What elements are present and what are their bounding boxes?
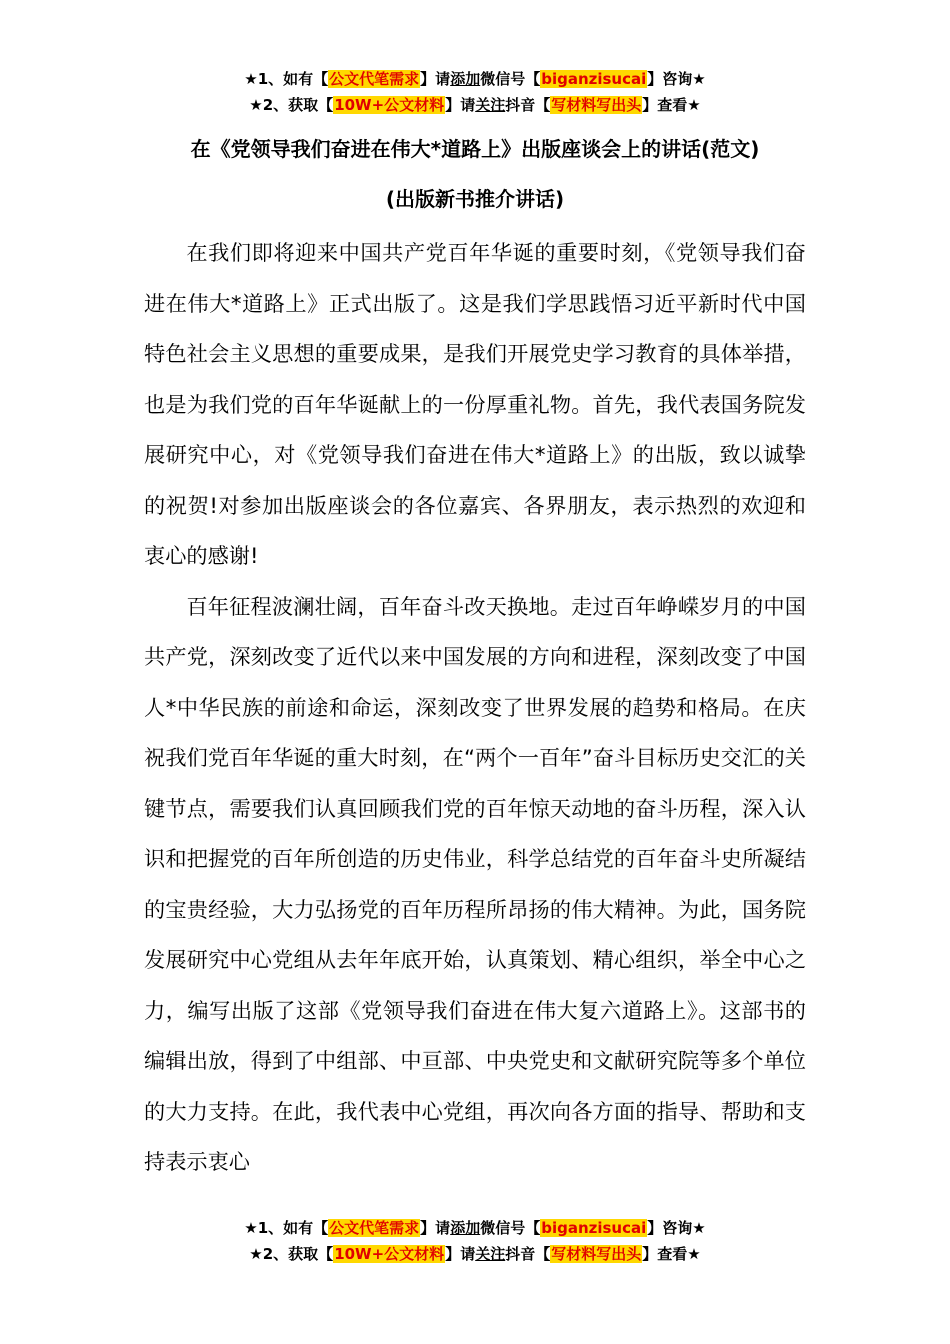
- banner-text: 微信号【: [480, 70, 541, 88]
- banner-highlight: 写材料写出头: [551, 1245, 642, 1263]
- banner-text: 微信号【: [480, 1219, 541, 1237]
- banner-text: 】查看★: [642, 1245, 701, 1263]
- banner-underline: 添加: [450, 70, 481, 88]
- banner-text: ★2、获取【: [249, 1245, 334, 1263]
- banner-text: 抖音【: [505, 1245, 551, 1263]
- banner-line-2: [0, 1241, 950, 1267]
- bottom-banner: [0, 1215, 950, 1267]
- document-subtitle: (出版新书推介讲话): [385, 187, 565, 211]
- banner-highlight: 10W+公文材料: [334, 1245, 445, 1263]
- banner-text: 】请: [420, 70, 451, 88]
- banner-line-1: [0, 1215, 950, 1241]
- banner-highlight: 公文代笔需求: [329, 70, 420, 88]
- top-banner: [0, 66, 950, 118]
- banner-line-1: [0, 66, 950, 92]
- banner-text: 】请: [445, 96, 476, 114]
- document-body: [144, 228, 806, 1188]
- banner-text: ★2、获取【: [249, 96, 334, 114]
- banner-underline: 关注: [475, 1245, 506, 1263]
- paragraph: 百年征程波澜壮阔，百年奋斗改天换地。走过百年峥嵘岁月的中国共产党，深刻改变了近代以来中国发展的方向和进程，深刻改变了中国人*中华民族的前途和命运，深刻改变了世界发展的趋势和格局。在庆祝我们党百年华诞的重大时刻，在“两个一百年”奋斗目标历史交汇的关键节点，需要我们认真回顾我们党的百年惊天动地的奋斗历程，深入认识和把握党的百年所创造的历史伟业，科学总结党的百年奋斗史所凝结的宝贵经验，大力弘扬党的百年历程所昂扬的伟大精神。为此，国务院发展研究中心党组从去年年底开始，认真策划、精心组织，举全中心之力，编写出版了这部《党领导我们奋进在伟大复六道路上》。这部书的编辑出放，得到了中组部、中亘部、中央党史和文献研究院等多个单位的大力支持。在此，我代表中心党组，再次向各方面的指导、帮助和支持表示衷心: [144, 593, 806, 1174]
- paragraph: 在我们即将迎来中国共产党百年华诞的重要时刻，《党领导我们奋进在伟大*道路上》正式出版了。这是我们学思践悟习近平新时代中国特色社会主义思想的重要成果，是我们开展党史学习教育的具体举措，也是为我们党的百年华诞献上的一份厚重礼物。首先，我代表国务院发展研究中心，对《党领导我们奋进在伟大*道路上》的出版，致以诚挚的祝贺!对参加出版座谈会的各位嘉宾、各界朋友，表示热烈的欢迎和衷心的感谢!: [144, 240, 806, 568]
- banner-text: 抖音【: [505, 96, 551, 114]
- banner-text: 】请: [445, 1245, 476, 1263]
- banner-text: 】咨询★: [647, 1219, 706, 1237]
- banner-highlight: 写材料写出头: [551, 96, 642, 114]
- banner-text: ★1、如有【: [244, 1219, 329, 1237]
- banner-highlight: 10W+公文材料: [334, 96, 445, 114]
- banner-highlight: biganzisucai: [541, 1219, 647, 1237]
- banner-line-2: [0, 92, 950, 118]
- banner-underline: 关注: [475, 96, 506, 114]
- banner-underline: 添加: [450, 1219, 481, 1237]
- banner-highlight: biganzisucai: [541, 70, 647, 88]
- document-title: 在《党领导我们奋进在伟大*道路上》出版座谈会上的讲话(范文): [190, 137, 760, 161]
- banner-text: ★1、如有【: [244, 70, 329, 88]
- banner-text: 】请: [420, 1219, 451, 1237]
- banner-text: 】查看★: [642, 96, 701, 114]
- banner-highlight: 公文代笔需求: [329, 1219, 420, 1237]
- banner-text: 】咨询★: [647, 70, 706, 88]
